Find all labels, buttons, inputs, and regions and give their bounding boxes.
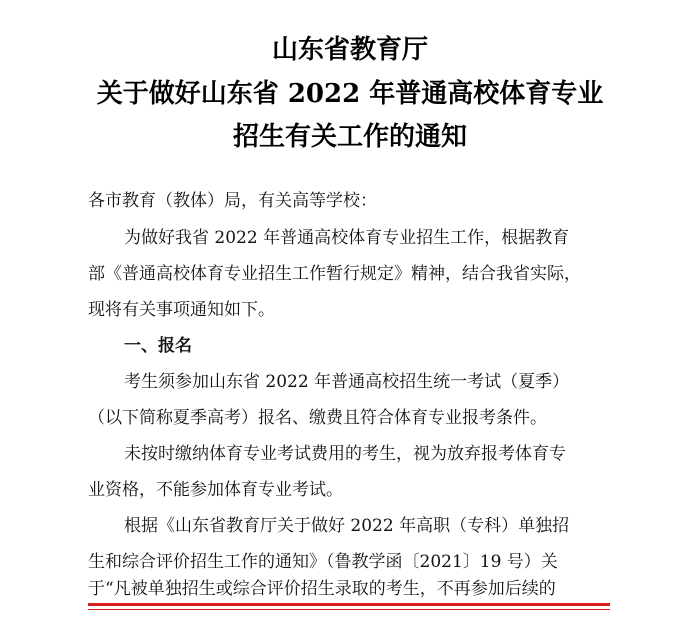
salutation: 各市教育（教体）局，有关高等学校： <box>88 191 377 211</box>
para-3-line-3: 于“凡被单独招生或综合评价招生录取的考生，不再参加后续的 <box>88 579 556 599</box>
para-2-line-2: 业资格，不能参加体育专业考试。 <box>88 480 343 500</box>
para-1-line-2: （以下简称夏季高考）报名、缴费且符合体育专业报考条件。 <box>88 408 547 428</box>
para-1-line-1: 考生须参加山东省 2022 年普通高校招生统一考试（夏季） <box>124 372 570 392</box>
intro-line-2: 部《普通高校体育专业招生工作暂行规定》精神，结合我省实际， <box>88 264 581 284</box>
red-rule-thick <box>88 603 610 606</box>
red-rule-thin <box>88 609 610 610</box>
para-3-line-2: 生和综合评价招生工作的通知》（鲁教学函〔2021〕19 号）关 <box>88 552 558 572</box>
para-2-line-1: 未按时缴纳体育专业考试费用的考生，视为放弃报考体育专 <box>124 444 566 464</box>
notice-title-line-2: 招生有关工作的通知 <box>232 122 467 152</box>
issuer-title: 山东省教育厅 <box>271 35 428 65</box>
intro-line-1: 为做好我省 2022 年普通高校体育专业招生工作，根据教育 <box>124 228 570 248</box>
para-3-line-1: 根据《山东省教育厅关于做好 2022 年高职（专科）单独招 <box>124 516 570 536</box>
notice-title-line-1: 关于做好山东省 2022 年普通高校体育专业 <box>96 79 604 109</box>
section-heading-registration: 一、报名 <box>124 336 192 356</box>
intro-line-3: 现将有关事项通知如下。 <box>88 300 275 320</box>
